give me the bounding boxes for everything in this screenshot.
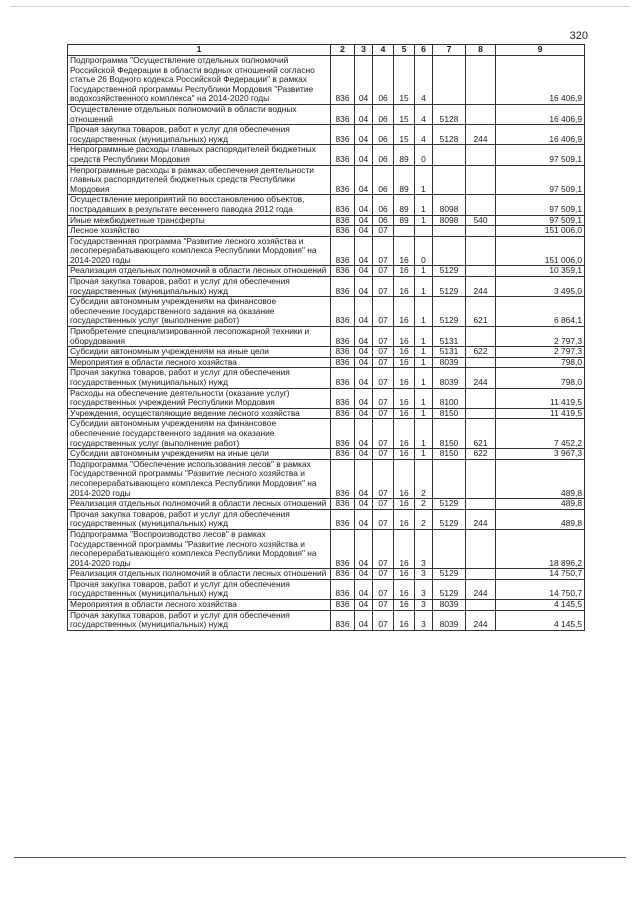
code-gr-cell: 836	[331, 104, 355, 124]
table-row	[68, 215, 585, 226]
code-program-cell: 16	[394, 419, 415, 449]
table-row	[68, 610, 585, 630]
code-rz-cell: 04	[355, 226, 373, 237]
code-gr-cell: 836	[331, 125, 355, 145]
code-pr-cell: 07	[373, 419, 394, 449]
code-pr-cell: 07	[373, 266, 394, 277]
code-vr-cell	[466, 388, 496, 408]
code-gr-cell: 836	[331, 569, 355, 580]
table-row	[68, 297, 585, 327]
amount-cell: 3 967,3	[496, 449, 585, 460]
code-pr-cell: 07	[373, 509, 394, 529]
code-rz-cell: 04	[355, 236, 373, 266]
table-row	[68, 408, 585, 419]
code-item-cell: 5129	[433, 499, 466, 510]
code-item-cell: 8039	[433, 600, 466, 611]
row-name-cell: Субсидии автономным учреждениям на иные цели	[68, 449, 331, 460]
code-item-cell: 5131	[433, 347, 466, 358]
code-pr-cell: 07	[373, 277, 394, 297]
code-vr-cell	[466, 104, 496, 124]
code-rz-cell: 04	[355, 388, 373, 408]
code-item-cell: 5129	[433, 266, 466, 277]
code-subprogram-cell: 2	[415, 459, 433, 498]
code-program-cell: 16	[394, 499, 415, 510]
amount-cell: 151 006,0	[496, 226, 585, 237]
code-pr-cell: 07	[373, 569, 394, 580]
code-item-cell: 8100	[433, 388, 466, 408]
amount-cell: 16 406,9	[496, 104, 585, 124]
header-cell: 7	[433, 45, 466, 56]
header-row	[68, 45, 585, 56]
code-rz-cell: 04	[355, 459, 373, 498]
code-item-cell: 5129	[433, 297, 466, 327]
row-name-cell: Субсидии автономным учреждениям на финансовое обеспечение государственного задания на оказание государственных услуг (выполнение работ)	[68, 297, 331, 327]
code-gr-cell: 836	[331, 499, 355, 510]
page-number: 320	[569, 30, 588, 42]
code-vr-cell: 622	[466, 449, 496, 460]
code-subprogram-cell: 4	[415, 104, 433, 124]
code-program-cell: 16	[394, 266, 415, 277]
code-rz-cell: 04	[355, 408, 373, 419]
code-rz-cell: 04	[355, 104, 373, 124]
table-row	[68, 56, 585, 105]
code-vr-cell	[466, 459, 496, 498]
code-gr-cell: 836	[331, 165, 355, 195]
code-program-cell: 15	[394, 125, 415, 145]
row-name-cell: Подпрограмма "Воспроизводство лесов" в рамках Государственной программы "Развитие лесного хозяйства и лесоперерабатывающего комплекса Республики Мордовия" на 2014-2020 годы	[68, 529, 331, 568]
code-gr-cell: 836	[331, 610, 355, 630]
header-cell: 2	[331, 45, 355, 56]
code-item-cell: 5128	[433, 125, 466, 145]
code-item-cell: 5129	[433, 579, 466, 599]
row-name-cell: Прочая закупка товаров, работ и услуг для обеспечения государственных (муниципальных) нужд	[68, 610, 331, 630]
code-pr-cell: 07	[373, 368, 394, 388]
code-program-cell: 89	[394, 145, 415, 165]
table-row	[68, 368, 585, 388]
table-row	[68, 195, 585, 215]
code-vr-cell: 244	[466, 610, 496, 630]
row-name-cell: Государственная программа "Развитие лесного хозяйства и лесоперерабатывающего комплекса Республики Мордовия" на 2014-2020 годы	[68, 236, 331, 266]
code-pr-cell: 07	[373, 357, 394, 368]
table-row	[68, 104, 585, 124]
code-subprogram-cell: 4	[415, 125, 433, 145]
code-subprogram-cell: 1	[415, 277, 433, 297]
code-subprogram-cell: 0	[415, 145, 433, 165]
row-name-cell: Подпрограмма "Обеспечение использования лесов" в рамках Государственной программы "Развитие лесного хозяйства и лесоперерабатывающего комплекса Республики Мордовия" на 2014-2020 годы	[68, 459, 331, 498]
code-rz-cell: 04	[355, 145, 373, 165]
code-subprogram-cell: 4	[415, 56, 433, 105]
row-name-cell: Мероприятия в области лесного хозяйства	[68, 600, 331, 611]
code-rz-cell: 04	[355, 125, 373, 145]
code-item-cell: 5129	[433, 509, 466, 529]
header-cell: 8	[466, 45, 496, 56]
table-row	[68, 449, 585, 460]
code-program-cell: 16	[394, 388, 415, 408]
code-item-cell	[433, 226, 466, 237]
code-rz-cell: 04	[355, 266, 373, 277]
code-pr-cell: 07	[373, 236, 394, 266]
code-program-cell: 15	[394, 104, 415, 124]
amount-cell: 97 509,1	[496, 215, 585, 226]
code-rz-cell: 04	[355, 600, 373, 611]
code-gr-cell: 836	[331, 419, 355, 449]
code-program-cell: 16	[394, 529, 415, 568]
code-rz-cell: 04	[355, 569, 373, 580]
code-program-cell: 89	[394, 195, 415, 215]
code-gr-cell: 836	[331, 327, 355, 347]
table-row	[68, 388, 585, 408]
code-program-cell: 16	[394, 347, 415, 358]
code-vr-cell: 621	[466, 419, 496, 449]
amount-cell: 489,8	[496, 459, 585, 498]
code-gr-cell: 836	[331, 236, 355, 266]
row-name-cell: Прочая закупка товаров, работ и услуг для обеспечения государственных (муниципальных) нужд	[68, 579, 331, 599]
budget-table	[67, 44, 585, 631]
table-row	[68, 579, 585, 599]
row-name-cell: Реализация отдельных полномочий в области лесных отношений	[68, 569, 331, 580]
code-vr-cell	[466, 569, 496, 580]
code-pr-cell: 07	[373, 297, 394, 327]
code-rz-cell: 04	[355, 297, 373, 327]
code-item-cell	[433, 56, 466, 105]
code-pr-cell: 07	[373, 529, 394, 568]
code-vr-cell	[466, 56, 496, 105]
amount-cell: 3 495,0	[496, 277, 585, 297]
amount-cell: 97 509,1	[496, 165, 585, 195]
row-name-cell: Мероприятия в области лесного хозяйства	[68, 357, 331, 368]
code-program-cell: 16	[394, 449, 415, 460]
code-program-cell: 16	[394, 579, 415, 599]
code-vr-cell	[466, 408, 496, 419]
row-name-cell: Прочая закупка товаров, работ и услуг для обеспечения государственных (муниципальных) нужд	[68, 368, 331, 388]
code-gr-cell: 836	[331, 195, 355, 215]
scan-top-edge	[10, 6, 630, 7]
code-pr-cell: 07	[373, 388, 394, 408]
code-vr-cell	[466, 236, 496, 266]
code-pr-cell: 07	[373, 600, 394, 611]
row-name-cell: Субсидии автономным учреждениям на иные цели	[68, 347, 331, 358]
code-program-cell	[394, 226, 415, 237]
code-subprogram-cell: 1	[415, 327, 433, 347]
code-pr-cell: 06	[373, 145, 394, 165]
amount-cell: 14 750,7	[496, 569, 585, 580]
code-pr-cell: 06	[373, 104, 394, 124]
code-pr-cell: 07	[373, 408, 394, 419]
code-vr-cell: 621	[466, 297, 496, 327]
header-cell: 5	[394, 45, 415, 56]
code-subprogram-cell	[415, 226, 433, 237]
code-rz-cell: 04	[355, 56, 373, 105]
row-name-cell: Реализация отдельных полномочий в области лесных отношений	[68, 499, 331, 510]
code-item-cell: 8150	[433, 408, 466, 419]
code-item-cell: 5131	[433, 327, 466, 347]
amount-cell: 10 359,1	[496, 266, 585, 277]
table-row	[68, 277, 585, 297]
code-item-cell: 8039	[433, 368, 466, 388]
code-rz-cell: 04	[355, 277, 373, 297]
table-row	[68, 125, 585, 145]
code-program-cell: 16	[394, 327, 415, 347]
code-gr-cell: 836	[331, 579, 355, 599]
code-subprogram-cell: 2	[415, 509, 433, 529]
row-name-cell: Иные межбюджетные трансферты	[68, 215, 331, 226]
code-item-cell	[433, 145, 466, 165]
amount-cell: 4 145,5	[496, 600, 585, 611]
code-subprogram-cell: 1	[415, 388, 433, 408]
code-subprogram-cell: 3	[415, 529, 433, 568]
code-pr-cell: 06	[373, 125, 394, 145]
code-subprogram-cell: 3	[415, 579, 433, 599]
code-program-cell: 16	[394, 459, 415, 498]
code-gr-cell: 836	[331, 277, 355, 297]
row-name-cell: Учреждения, осуществляющие ведение лесного хозяйства	[68, 408, 331, 419]
code-pr-cell: 07	[373, 610, 394, 630]
table-row	[68, 499, 585, 510]
code-rz-cell: 04	[355, 499, 373, 510]
code-rz-cell: 04	[355, 579, 373, 599]
amount-cell: 798,0	[496, 357, 585, 368]
code-item-cell: 5129	[433, 277, 466, 297]
code-subprogram-cell: 1	[415, 419, 433, 449]
code-gr-cell: 836	[331, 388, 355, 408]
code-item-cell: 8098	[433, 195, 466, 215]
code-subprogram-cell: 1	[415, 165, 433, 195]
code-program-cell: 89	[394, 215, 415, 226]
code-item-cell	[433, 459, 466, 498]
code-vr-cell	[466, 266, 496, 277]
row-name-cell: Субсидии автономным учреждениям на финансовое обеспечение государственного задания на оказание государственных услуг (выполнение работ)	[68, 419, 331, 449]
code-rz-cell: 04	[355, 449, 373, 460]
code-gr-cell: 836	[331, 56, 355, 105]
amount-cell: 798,0	[496, 368, 585, 388]
code-vr-cell: 244	[466, 368, 496, 388]
code-subprogram-cell: 0	[415, 236, 433, 266]
row-name-cell: Осуществление мероприятий по восстановлению объектов, пострадавших в результате весеннего паводка 2012 года	[68, 195, 331, 215]
code-vr-cell	[466, 600, 496, 611]
code-gr-cell: 836	[331, 600, 355, 611]
code-subprogram-cell: 1	[415, 408, 433, 419]
code-subprogram-cell: 3	[415, 600, 433, 611]
row-name-cell: Реализация отдельных полномочий в области лесных отношений	[68, 266, 331, 277]
code-pr-cell: 07	[373, 226, 394, 237]
amount-cell: 18 896,2	[496, 529, 585, 568]
code-pr-cell: 07	[373, 499, 394, 510]
code-subprogram-cell: 1	[415, 347, 433, 358]
code-rz-cell: 04	[355, 357, 373, 368]
header-cell: 6	[415, 45, 433, 56]
code-rz-cell: 04	[355, 610, 373, 630]
table-row	[68, 145, 585, 165]
table-row	[68, 266, 585, 277]
row-name-cell: Непрограммные расходы главных распорядителей бюджетных средств Республики Мордовия	[68, 145, 331, 165]
code-vr-cell	[466, 165, 496, 195]
code-gr-cell: 836	[331, 449, 355, 460]
code-vr-cell	[466, 327, 496, 347]
code-program-cell: 15	[394, 56, 415, 105]
row-name-cell: Расходы на обеспечение деятельности (оказание услуг) государственных учреждений Республики Мордовия	[68, 388, 331, 408]
code-pr-cell: 06	[373, 56, 394, 105]
code-subprogram-cell: 3	[415, 610, 433, 630]
scan-bottom-edge	[14, 857, 626, 858]
code-item-cell	[433, 236, 466, 266]
table-row	[68, 459, 585, 498]
amount-cell: 4 145,5	[496, 610, 585, 630]
code-rz-cell: 04	[355, 509, 373, 529]
code-pr-cell: 07	[373, 327, 394, 347]
code-vr-cell	[466, 226, 496, 237]
code-program-cell: 16	[394, 600, 415, 611]
code-gr-cell: 836	[331, 368, 355, 388]
code-program-cell: 16	[394, 357, 415, 368]
code-program-cell: 16	[394, 610, 415, 630]
amount-cell: 2 797,3	[496, 347, 585, 358]
table-row	[68, 226, 585, 237]
row-name-cell: Прочая закупка товаров, работ и услуг для обеспечения государственных (муниципальных) нужд	[68, 509, 331, 529]
code-item-cell: 8039	[433, 610, 466, 630]
amount-cell: 151 006,0	[496, 236, 585, 266]
row-name-cell: Осуществление отдельных полномочий в области водных отношений	[68, 104, 331, 124]
code-gr-cell: 836	[331, 215, 355, 226]
code-pr-cell: 07	[373, 579, 394, 599]
code-vr-cell	[466, 195, 496, 215]
code-program-cell: 89	[394, 165, 415, 195]
code-rz-cell: 04	[355, 165, 373, 195]
code-gr-cell: 836	[331, 297, 355, 327]
code-subprogram-cell: 1	[415, 368, 433, 388]
code-item-cell: 8150	[433, 419, 466, 449]
header-cell: 4	[373, 45, 394, 56]
row-name-cell: Подпрограмма "Осуществление отдельных полномочий Российской Федерации в области водных отношений согласно статье 26 Водного кодекса Российской Федерации" в рамках Государственной программы Республики Мордовия "Развитие водохозяйственного комплекса" на 2014-2020 годы	[68, 56, 331, 105]
code-vr-cell	[466, 357, 496, 368]
code-vr-cell	[466, 529, 496, 568]
code-subprogram-cell: 1	[415, 357, 433, 368]
code-vr-cell	[466, 499, 496, 510]
amount-cell: 7 452,2	[496, 419, 585, 449]
amount-cell: 97 509,1	[496, 145, 585, 165]
amount-cell: 6 864,1	[496, 297, 585, 327]
code-rz-cell: 04	[355, 529, 373, 568]
code-vr-cell: 244	[466, 509, 496, 529]
row-name-cell: Лесное хозяйство	[68, 226, 331, 237]
code-rz-cell: 04	[355, 215, 373, 226]
code-gr-cell: 836	[331, 408, 355, 419]
code-gr-cell: 836	[331, 509, 355, 529]
header-cell: 1	[68, 45, 331, 56]
amount-cell: 2 797,3	[496, 327, 585, 347]
code-gr-cell: 836	[331, 145, 355, 165]
table-row	[68, 347, 585, 358]
code-gr-cell: 836	[331, 529, 355, 568]
row-name-cell: Приобретение специализированной лесопожарной техники и оборудования	[68, 327, 331, 347]
table-row	[68, 165, 585, 195]
code-pr-cell: 07	[373, 347, 394, 358]
amount-cell: 97 509,1	[496, 195, 585, 215]
code-item-cell	[433, 165, 466, 195]
code-pr-cell: 07	[373, 449, 394, 460]
code-pr-cell: 06	[373, 215, 394, 226]
table-row	[68, 529, 585, 568]
code-gr-cell: 836	[331, 226, 355, 237]
code-subprogram-cell: 1	[415, 215, 433, 226]
amount-cell: 489,8	[496, 499, 585, 510]
amount-cell: 16 406,9	[496, 56, 585, 105]
code-gr-cell: 836	[331, 459, 355, 498]
code-item-cell: 8150	[433, 449, 466, 460]
code-pr-cell: 06	[373, 195, 394, 215]
table-row	[68, 569, 585, 580]
code-subprogram-cell: 3	[415, 569, 433, 580]
code-gr-cell: 836	[331, 357, 355, 368]
code-subprogram-cell: 1	[415, 195, 433, 215]
code-rz-cell: 04	[355, 419, 373, 449]
code-subprogram-cell: 2	[415, 499, 433, 510]
code-program-cell: 16	[394, 569, 415, 580]
code-vr-cell: 244	[466, 579, 496, 599]
code-gr-cell: 836	[331, 266, 355, 277]
header-cell: 3	[355, 45, 373, 56]
code-rz-cell: 04	[355, 195, 373, 215]
amount-cell: 489,8	[496, 509, 585, 529]
code-subprogram-cell: 1	[415, 266, 433, 277]
table-row	[68, 327, 585, 347]
code-pr-cell: 06	[373, 165, 394, 195]
code-item-cell	[433, 529, 466, 568]
code-program-cell: 16	[394, 509, 415, 529]
code-program-cell: 16	[394, 297, 415, 327]
table-row	[68, 600, 585, 611]
code-vr-cell: 244	[466, 277, 496, 297]
code-vr-cell: 540	[466, 215, 496, 226]
code-item-cell: 8098	[433, 215, 466, 226]
code-item-cell: 5129	[433, 569, 466, 580]
amount-cell: 11 419,5	[496, 388, 585, 408]
code-vr-cell: 244	[466, 125, 496, 145]
amount-cell: 11 419,5	[496, 408, 585, 419]
code-subprogram-cell: 1	[415, 297, 433, 327]
code-rz-cell: 04	[355, 327, 373, 347]
row-name-cell: Непрограммные расходы в рамках обеспечения деятельности главных распорядителей бюджетных средств Республики Мордовия	[68, 165, 331, 195]
code-item-cell: 8039	[433, 357, 466, 368]
row-name-cell: Прочая закупка товаров, работ и услуг для обеспечения государственных (муниципальных) нужд	[68, 125, 331, 145]
code-vr-cell	[466, 145, 496, 165]
code-pr-cell: 07	[373, 459, 394, 498]
amount-cell: 16 406,9	[496, 125, 585, 145]
code-rz-cell: 04	[355, 347, 373, 358]
code-program-cell: 16	[394, 368, 415, 388]
table-row	[68, 509, 585, 529]
code-program-cell: 16	[394, 236, 415, 266]
header-cell: 9	[496, 45, 585, 56]
table-row	[68, 357, 585, 368]
amount-cell: 14 750,7	[496, 579, 585, 599]
code-program-cell: 16	[394, 277, 415, 297]
code-program-cell: 16	[394, 408, 415, 419]
code-rz-cell: 04	[355, 368, 373, 388]
table-row	[68, 419, 585, 449]
code-vr-cell: 622	[466, 347, 496, 358]
table-row	[68, 236, 585, 266]
row-name-cell: Прочая закупка товаров, работ и услуг для обеспечения государственных (муниципальных) нужд	[68, 277, 331, 297]
code-gr-cell: 836	[331, 347, 355, 358]
code-item-cell: 5128	[433, 104, 466, 124]
code-subprogram-cell: 1	[415, 449, 433, 460]
